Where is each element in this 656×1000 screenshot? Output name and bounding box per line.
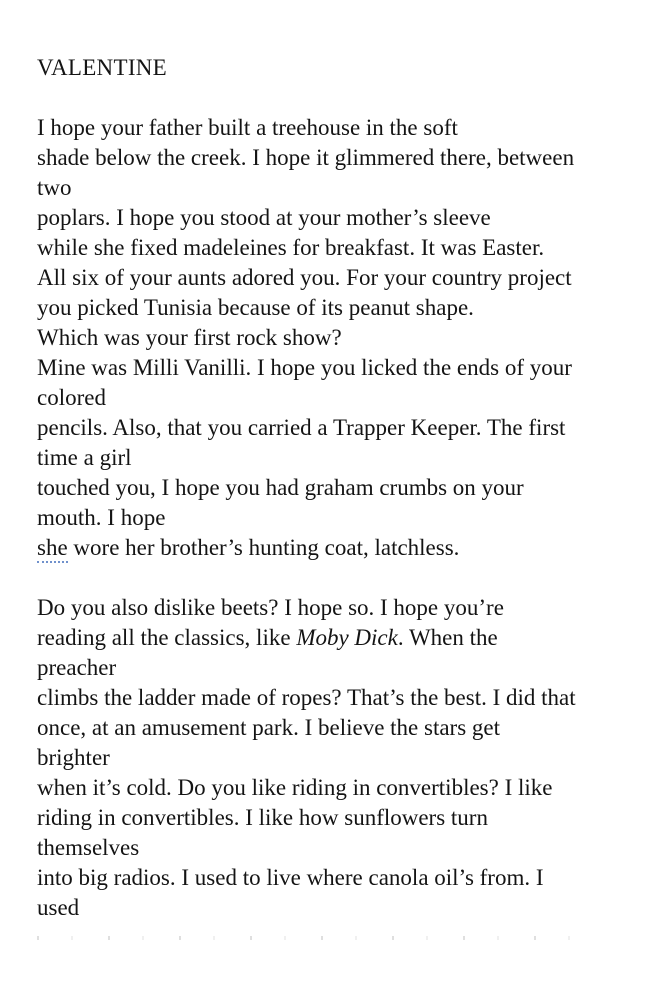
poem-line — [37, 263, 638, 293]
grammar-underlined-word: she — [37, 535, 68, 563]
poem-line — [37, 623, 638, 653]
text-segment: riding in convertibles. I like how sunflowers turn — [37, 805, 488, 830]
text-segment: Mine was Milli Vanilli. I hope you licked the ends of your — [37, 355, 572, 380]
text-segment: All six of your aunts adored you. For your country project — [37, 265, 572, 290]
poem-line — [37, 353, 638, 383]
poem-line — [37, 773, 638, 803]
poem-line — [37, 293, 638, 323]
text-segment: once, at an amusement park. I believe the stars get — [37, 715, 501, 740]
italic-text: Moby Dick — [296, 625, 398, 650]
poem-line — [37, 383, 638, 413]
poem-line — [37, 413, 638, 443]
text-segment: Which was your first rock show? — [37, 325, 342, 350]
poem-line — [37, 473, 638, 503]
poem-line — [37, 113, 638, 143]
text-segment: I hope your father built a treehouse in the soft — [37, 115, 458, 140]
text-segment: . When the — [397, 625, 498, 650]
poem-line — [37, 443, 638, 473]
text-segment: touched you, I hope you had graham crumbs on your — [37, 475, 524, 500]
text-segment: wore her brother’s hunting coat, latchless. — [67, 535, 460, 560]
text-segment: shade below the creek. I hope it glimmered there, between — [37, 145, 575, 170]
document-content — [37, 53, 638, 940]
text-segment: you picked Tunisia because of its peanut shape. — [37, 295, 474, 320]
poem-line — [37, 683, 638, 713]
text-segment: time a girl — [37, 445, 132, 470]
text-segment: two — [37, 175, 72, 200]
poem-line — [37, 173, 638, 203]
poem-line — [37, 893, 638, 923]
poem-body — [37, 113, 638, 923]
text-segment: preacher — [37, 655, 117, 680]
poem-line — [37, 503, 638, 533]
text-segment: pencils. Also, that you carried a Trapper Keeper. The first — [37, 415, 566, 440]
poem-line — [37, 743, 638, 773]
poem-line — [37, 713, 638, 743]
poem-line — [37, 653, 638, 683]
text-segment: mouth. I hope — [37, 505, 166, 530]
poem-line — [37, 143, 638, 173]
text-segment: poplars. I hope you stood at your mother’s sleeve — [37, 205, 491, 230]
text-segment: Do you also dislike beets? I hope so. I hope you’re — [37, 595, 504, 620]
text-segment: climbs the ladder made of ropes? That’s the best. I did that — [37, 685, 576, 710]
poem-line — [37, 203, 638, 233]
text-segment: while she fixed madeleines for breakfast. It was Easter. — [37, 235, 545, 260]
poem-line — [37, 833, 638, 863]
stanza — [37, 593, 638, 923]
poem-line — [37, 593, 638, 623]
poem-title: VALENTINE — [37, 55, 168, 80]
poem-line — [37, 863, 638, 893]
text-segment: into big radios. I used to live where canola oil’s from. I — [37, 865, 544, 890]
poem-line — [37, 233, 638, 263]
text-segment: reading all the classics, like — [37, 625, 297, 650]
text-segment: used — [37, 895, 80, 920]
text-segment: colored — [37, 385, 106, 410]
stanza — [37, 113, 638, 563]
poem-line — [37, 323, 638, 353]
text-segment: brighter — [37, 745, 110, 770]
poem-line — [37, 803, 638, 833]
faded-cutoff-line — [37, 936, 599, 940]
text-segment: themselves — [37, 835, 140, 860]
poem-line — [37, 533, 638, 563]
text-segment: when it’s cold. Do you like riding in convertibles? I like — [37, 775, 553, 800]
